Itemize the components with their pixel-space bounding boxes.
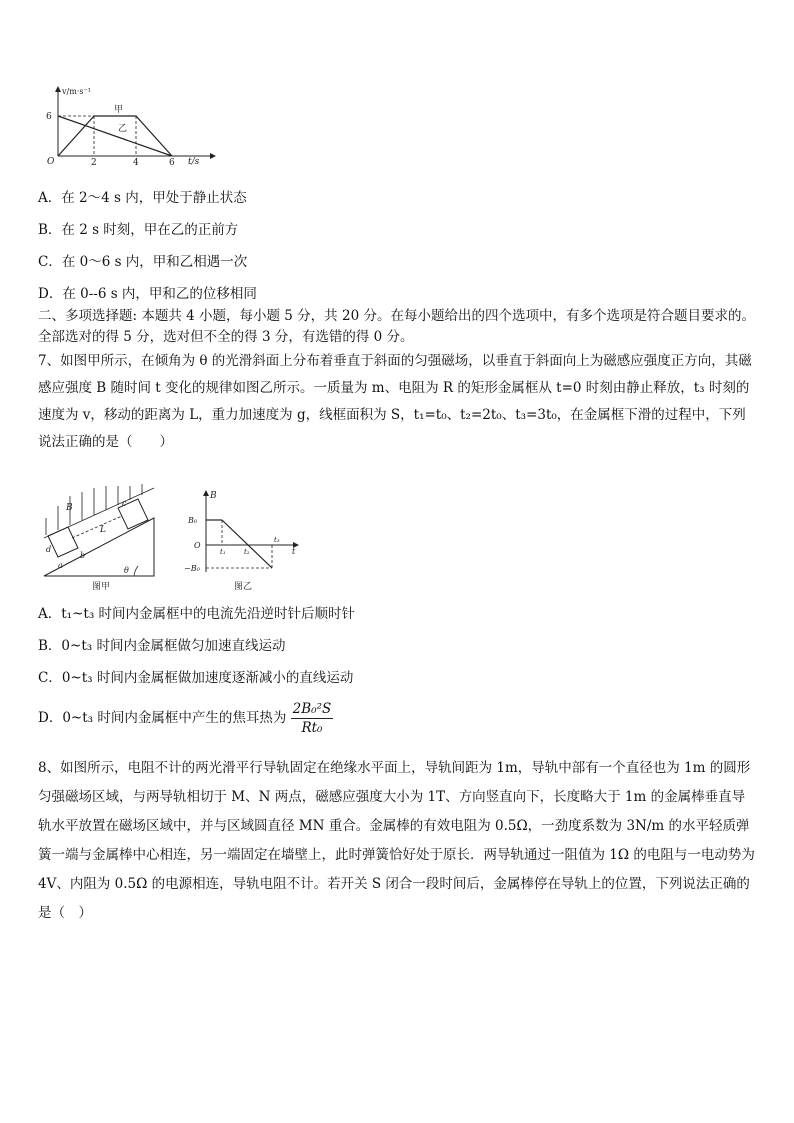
- figure-jia-incline: [36, 478, 166, 593]
- y-tick-6: 6: [46, 112, 52, 122]
- q7-option-d-text: D．0~t₃ 时间内金属框中产生的焦耳热为: [38, 710, 287, 726]
- fraction-numerator: 2B₀²S: [292, 701, 332, 717]
- x-tick-4: 4: [133, 158, 139, 166]
- label-c: c: [122, 499, 127, 508]
- caption-jia: 图甲: [92, 582, 111, 592]
- label-B-axis: B: [210, 491, 217, 501]
- label-t2: t₂: [244, 548, 250, 556]
- q8-stem: 8、如图所示，电阻不计的两光滑平行导轨固定在绝缘水平面上，导轨间距为 1m，导轨中部有一个直径也为 1m 的圆形匀强磁场区域，与两导轨相切于 M、N 两点，磁感应强度大小为 1T、方向竖直向下，长度略大于 1m 的金属棒垂直导轨水平放置在磁场区域中，并与区域圆直径 MN 重合。金属棒的有效电阻为 0.5Ω，一劲度系数为 3N/m 的水平轻质弹簧一端与金属棒中心相连，另一端固定在墙壁上，此时弹簧恰好处于原长．两导轨通过一阻值为 1Ω 的电阻与一电动势为 4V、内阻为 0.5Ω 的电源相连，导轨电阻不计。若开关 S 闭合一段时间后，金属棒停在导轨上的位置，下列说法正确的是（ ）: [38, 760, 755, 921]
- label-d: d: [46, 545, 52, 554]
- figure-yi-bt-graph: [182, 488, 302, 593]
- x-tick-2: 2: [91, 158, 97, 166]
- q7-stem: 7、如图甲所示，在倾角为 θ 的光滑斜面上分布着垂直于斜面的匀强磁场，以垂直于斜面向上为磁感应强度正方向，其磁感应强度 B 随时间 t 变化的规律如图乙所示。一质量为 m、电阻为 R 的矩形金属框从 t=0 时刻由静止释放，t₃ 时刻的速度为 v，移动的距离为 L，重力加速度为 g，线框面积为 S，t₁=t₀、t₂=2t₀、t₃=3t₀，在金属框下滑的过程中，下列说法正确的是（ ）: [38, 353, 752, 450]
- label-O: O: [194, 541, 201, 550]
- q7-option-b: B．0~t₃ 时间内金属框做匀加速直线运动: [38, 638, 286, 654]
- label-t-axis: t: [292, 547, 296, 556]
- q7-option-d: [38, 700, 333, 737]
- q7-option-c: C．0~t₃ 时间内金属框做加速度逐渐减小的直线运动: [38, 670, 354, 686]
- label-B: B: [66, 503, 73, 513]
- q6-option-d: D．在 0--6 s 内，甲和乙的位移相同: [38, 286, 257, 302]
- label-a: a: [58, 561, 63, 570]
- section-2-heading: 二、多项选择题: 本题共 4 小题，每小题 5 分，共 20 分。在每小题给出的四个选项中，有多个选项是符合题目要求的。全部选对的得 5 分，选对但不全的得 3 分，有选错的得 0 分。: [38, 308, 755, 345]
- label-b: b: [80, 551, 86, 560]
- label-t3: t₃: [274, 536, 280, 544]
- label-t1: t₁: [220, 548, 226, 556]
- x-axis-label: t/s: [188, 157, 200, 166]
- origin-label: O: [47, 157, 55, 166]
- label-B0: B₀: [188, 516, 198, 525]
- fraction-denominator: Rt₀: [301, 720, 323, 736]
- q6-option-b: B．在 2 s 时刻，甲在乙的正前方: [38, 222, 239, 238]
- vt-graph: [38, 84, 218, 166]
- label-jia: 甲: [114, 105, 124, 115]
- label-negB0: −B₀: [184, 564, 200, 573]
- label-L: L: [100, 525, 106, 535]
- x-tick-6: 6: [169, 158, 175, 166]
- q6-option-a: A．在 2～4 s 内，甲处于静止状态: [38, 190, 247, 206]
- q6-option-c: C．在 0～6 s 内，甲和乙相遇一次: [38, 254, 248, 270]
- q7-option-a: A．t₁~t₃ 时间内金属框中的电流先沿逆时针后顺时针: [38, 606, 356, 622]
- y-axis-label: v/m·s⁻¹: [62, 87, 91, 96]
- caption-yi: 图乙: [234, 582, 253, 592]
- yi-line: [58, 116, 172, 156]
- label-yi: 乙: [118, 124, 128, 134]
- label-theta: θ: [124, 566, 129, 575]
- joule-heat-fraction: [291, 700, 334, 737]
